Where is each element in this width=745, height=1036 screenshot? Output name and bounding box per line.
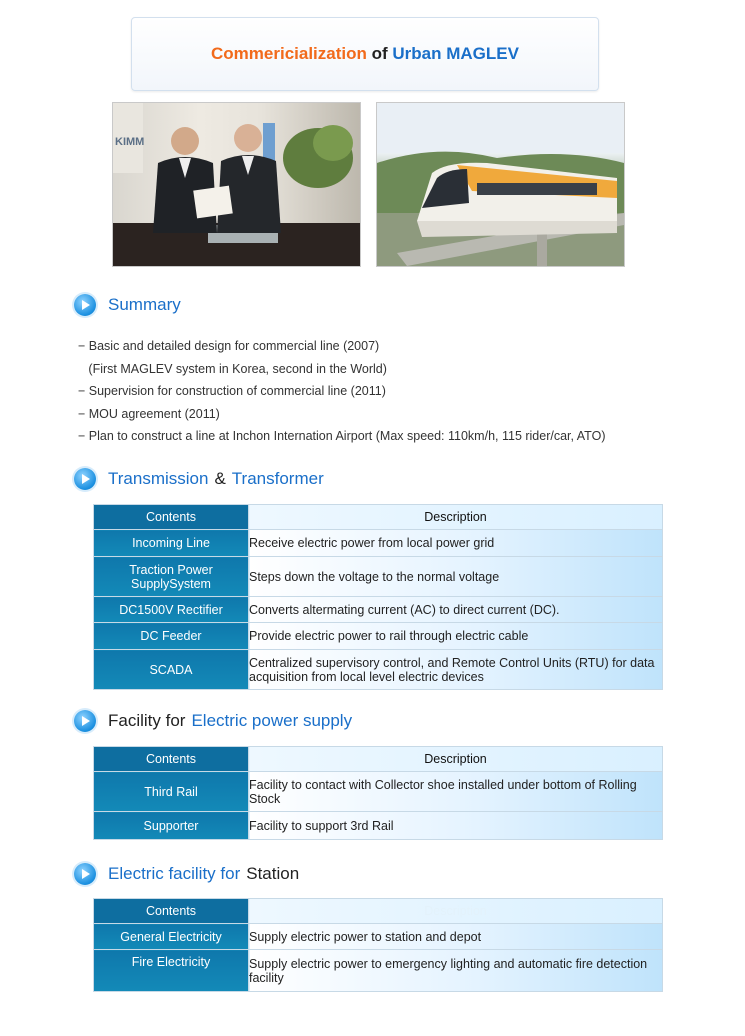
transmission-heading — [74, 466, 324, 492]
page-title — [132, 44, 598, 64]
table-row — [94, 772, 663, 812]
title-part-urban-maglev: Urban MAGLEV — [392, 44, 519, 63]
play-bullet-icon — [74, 710, 96, 732]
row-description: Supply electric power to emergency lighting and automatic fire detection facility — [249, 950, 663, 992]
table-row — [94, 557, 663, 597]
table-header-row — [94, 747, 663, 772]
table-header-row — [94, 505, 663, 530]
row-contents: Supporter — [94, 812, 249, 840]
summary-line: − Supervision for construction of commercial line (2011) — [78, 384, 386, 398]
table-row — [94, 812, 663, 840]
table-row — [94, 530, 663, 557]
summary-line: − Basic and detailed design for commercial line (2007) — [78, 339, 380, 353]
play-bullet-icon — [74, 468, 96, 490]
table-header-row — [94, 899, 663, 924]
row-contents: DC1500V Rectifier — [94, 597, 249, 623]
column-header-contents: Contents — [94, 899, 249, 924]
summary-heading — [74, 292, 181, 318]
heading-electric-facility-for: Electric facility for — [108, 864, 241, 883]
row-description: Converts altermating current (AC) to direct current (DC). — [249, 597, 663, 623]
table-row — [94, 924, 663, 950]
facility-table — [93, 746, 663, 840]
row-contents: General Electricity — [94, 924, 249, 950]
summary-line: − Plan to construct a line at Inchon Internation Airport (Max speed: 110km/h, 115 rider/car, ATO) — [78, 429, 606, 443]
maglev-train-photo — [376, 102, 625, 267]
summary-line: (First MAGLEV system in Korea, second in the World) — [78, 361, 387, 376]
row-description: Supply electric power to station and depot — [249, 924, 663, 950]
kimm-logo-text: KIMM — [115, 136, 145, 148]
summary-heading-text: Summary — [108, 295, 181, 314]
summary-line: − MOU agreement (2011) — [78, 406, 220, 421]
row-contents: DC Feeder — [94, 623, 249, 650]
row-description: Facility to contact with Collector shoe installed under bottom of Rolling Stock — [249, 772, 663, 812]
page-title-box — [131, 17, 599, 91]
facility-heading — [74, 708, 352, 734]
table-row — [94, 650, 663, 690]
heading-transmission: Transmission — [108, 469, 209, 488]
table-row — [94, 950, 663, 992]
row-contents: SCADA — [94, 650, 249, 690]
table-row — [94, 623, 663, 650]
column-header-contents: Contents — [94, 505, 249, 530]
heading-transformer: Transformer — [231, 469, 324, 488]
heading-ampersand: & — [214, 469, 226, 488]
column-header-description: Description — [249, 899, 663, 924]
row-description: Receive electric power from local power grid — [249, 530, 663, 557]
summary-list — [78, 335, 605, 448]
row-contents: Third Rail — [94, 772, 249, 812]
table-row — [94, 597, 663, 623]
column-header-description: Description — [249, 747, 663, 772]
play-bullet-icon — [74, 863, 96, 885]
heading-electric-power-supply: Electric power supply — [191, 711, 353, 730]
row-contents: Traction Power SupplySystem — [94, 557, 249, 597]
title-part-of: of — [371, 44, 388, 63]
row-description: Provide electric power to rail through electric cable — [249, 623, 663, 650]
row-description: Centralized supervisory control, and Remote Control Units (RTU) for data acquisition from local level electric devices — [249, 650, 663, 690]
transmission-table — [93, 504, 663, 690]
station-table — [93, 898, 663, 992]
heading-facility-for: Facility for — [108, 711, 186, 730]
row-description: Steps down the voltage to the normal voltage — [249, 557, 663, 597]
station-heading — [74, 861, 299, 887]
title-part-commercialization: Commericialization — [211, 44, 367, 63]
row-contents: Fire Electricity — [94, 950, 249, 992]
mou-signing-photo — [112, 102, 361, 267]
row-description: Facility to support 3rd Rail — [249, 812, 663, 840]
play-bullet-icon — [74, 294, 96, 316]
heading-station: Station — [246, 864, 300, 883]
row-contents: Incoming Line — [94, 530, 249, 557]
column-header-contents: Contents — [94, 747, 249, 772]
column-header-description: Description — [249, 505, 663, 530]
